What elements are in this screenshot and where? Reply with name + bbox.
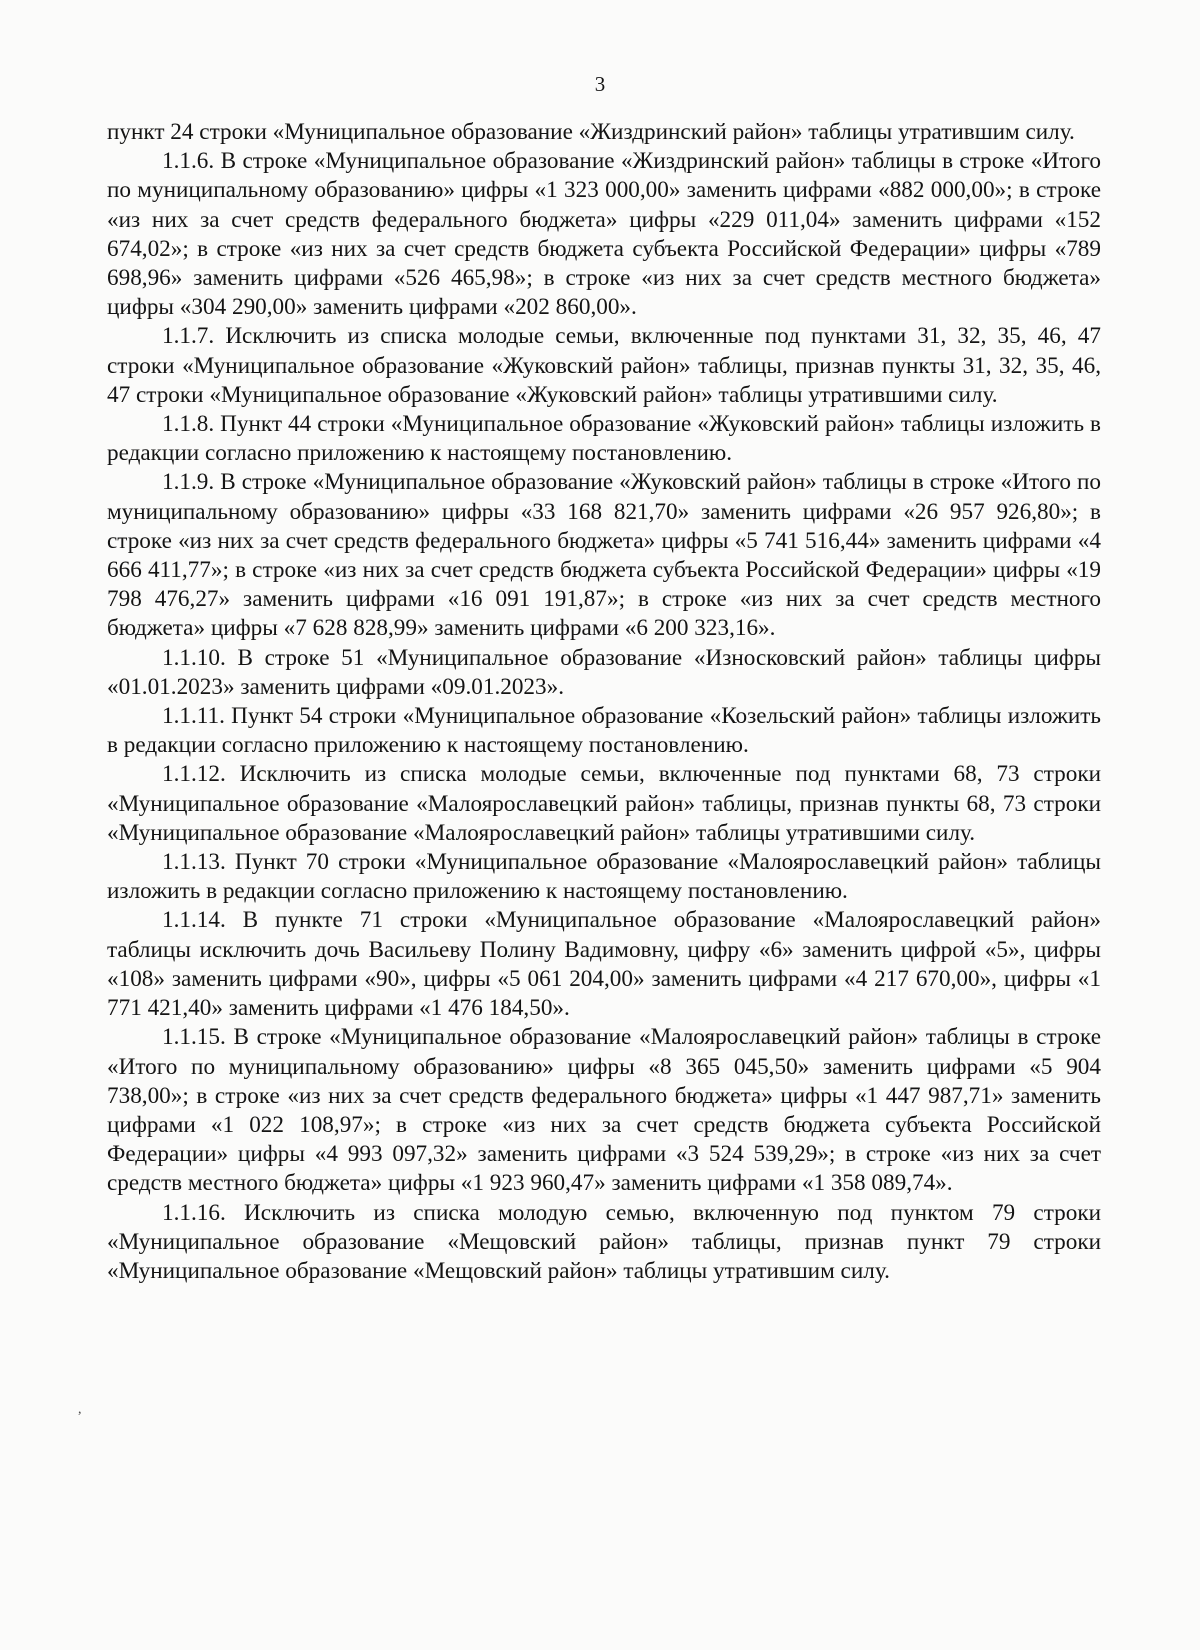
- document-body: [107, 118, 1101, 1286]
- paragraph-1-1-15: 1.1.15. В строке «Муниципальное образование «Малоярославецкий район» таблицы в строке «Итого по муниципальному образованию» цифры «8 365 045,50» заменить цифрами «5 904 738,00»; в строке «из них за счет средств федерального бюджета» цифры «1 447 987,71» заменить цифрами «1 022 108,97»; в строке «из них за счет средств бюджета субъекта Российской Федерации» цифры «4 993 097,32» заменить цифрами «3 524 539,29»; в строке «из них за счет средств местного бюджета» цифры «1 923 960,47» заменить цифрами «1 358 089,74».: [107, 1024, 1101, 1197]
- paragraph-1-1-12: 1.1.12. Исключить из списка молодые семьи, включенные под пунктами 68, 73 строки «Муниципальное образование «Малоярославецкий район» таблицы, признав пункты 68, 73 строки «Муниципальное образование «Малоярославецкий район» таблицы утратившими силу.: [107, 761, 1101, 846]
- paragraph-1-1-8: 1.1.8. Пункт 44 строки «Муниципальное образование «Жуковский район» таблицы изложить в редакции согласно приложению к настоящему постановлению.: [107, 411, 1101, 467]
- page-number: 3: [594, 72, 606, 96]
- paragraph-1-1-6: 1.1.6. В строке «Муниципальное образование «Жиздринский район» таблицы в строке «Итого по муниципальному образованию» цифры «1 323 000,00» заменить цифрами «882 000,00»; в строке «из них за счет средств федерального бюджета» цифры «229 011,04» заменить цифрами «152 674,02»; в строке «из них за счет средств бюджета субъекта Российской Федерации» цифры «789 698,96» заменить цифрами «526 465,98»; в строке «из них за счет средств местного бюджета» цифры «304 290,00» заменить цифрами «202 860,00».: [107, 148, 1101, 321]
- paragraph-1-1-11: 1.1.11. Пункт 54 строки «Муниципальное образование «Козельский район» таблицы изложить в редакции согласно приложению к настоящему постановлению.: [107, 703, 1101, 759]
- scan-speck: ,: [78, 1402, 82, 1417]
- paragraph-1-1-14: 1.1.14. В пункте 71 строки «Муниципальное образование «Малоярославецкий район» таблицы исключить дочь Васильеву Полину Вадимовну, цифру «6» заменить цифрой «5», цифры «108» заменить цифрами «90», цифры «5 061 204,00» заменить цифрами «4 217 670,00», цифры «1 771 421,40» заменить цифрами «1 476 184,50».: [107, 907, 1101, 1022]
- paragraph-1-1-10: 1.1.10. В строке 51 «Муниципальное образование «Износковский район» таблицы цифры «01.01.2023» заменить цифрами «09.01.2023».: [107, 644, 1101, 700]
- paragraph-1-1-9: 1.1.9. В строке «Муниципальное образование «Жуковский район» таблицы в строке «Итого по муниципальному образованию» цифры «33 168 821,70» заменить цифрами «26 957 926,80»; в строке «из них за счет средств федерального бюджета» цифры «5 741 516,44» заменить цифрами «4 666 411,77»; в строке «из них за счет средств бюджета субъекта Российской Федерации» цифры «19 798 476,27» заменить цифрами «16 091 191,87»; в строке «из них за счет средств местного бюджета» цифры «7 628 828,99» заменить цифрами «6 200 323,16».: [107, 469, 1101, 642]
- paragraph-continuation: пункт 24 строки «Муниципальное образование «Жиздринский район» таблицы утратившим силу.: [107, 119, 1075, 145]
- paragraph-1-1-7: 1.1.7. Исключить из списка молодые семьи, включенные под пунктами 31, 32, 35, 46, 47 строки «Муниципальное образование «Жуковский район» таблицы, признав пункты 31, 32, 35, 46, 47 строки «Муниципальное образование «Жуковский район» таблицы утратившими силу.: [107, 323, 1101, 408]
- paragraph-1-1-13: 1.1.13. Пункт 70 строки «Муниципальное образование «Малоярославецкий район» таблицы изложить в редакции согласно приложению к настоящему постановлению.: [107, 849, 1101, 905]
- paragraph-1-1-16: 1.1.16. Исключить из списка молодую семью, включенную под пунктом 79 строки «Муниципальное образование «Мещовский район» таблицы, признав пункт 79 строки «Муниципальное образование «Мещовский район» таблицы утратившим силу.: [107, 1199, 1101, 1284]
